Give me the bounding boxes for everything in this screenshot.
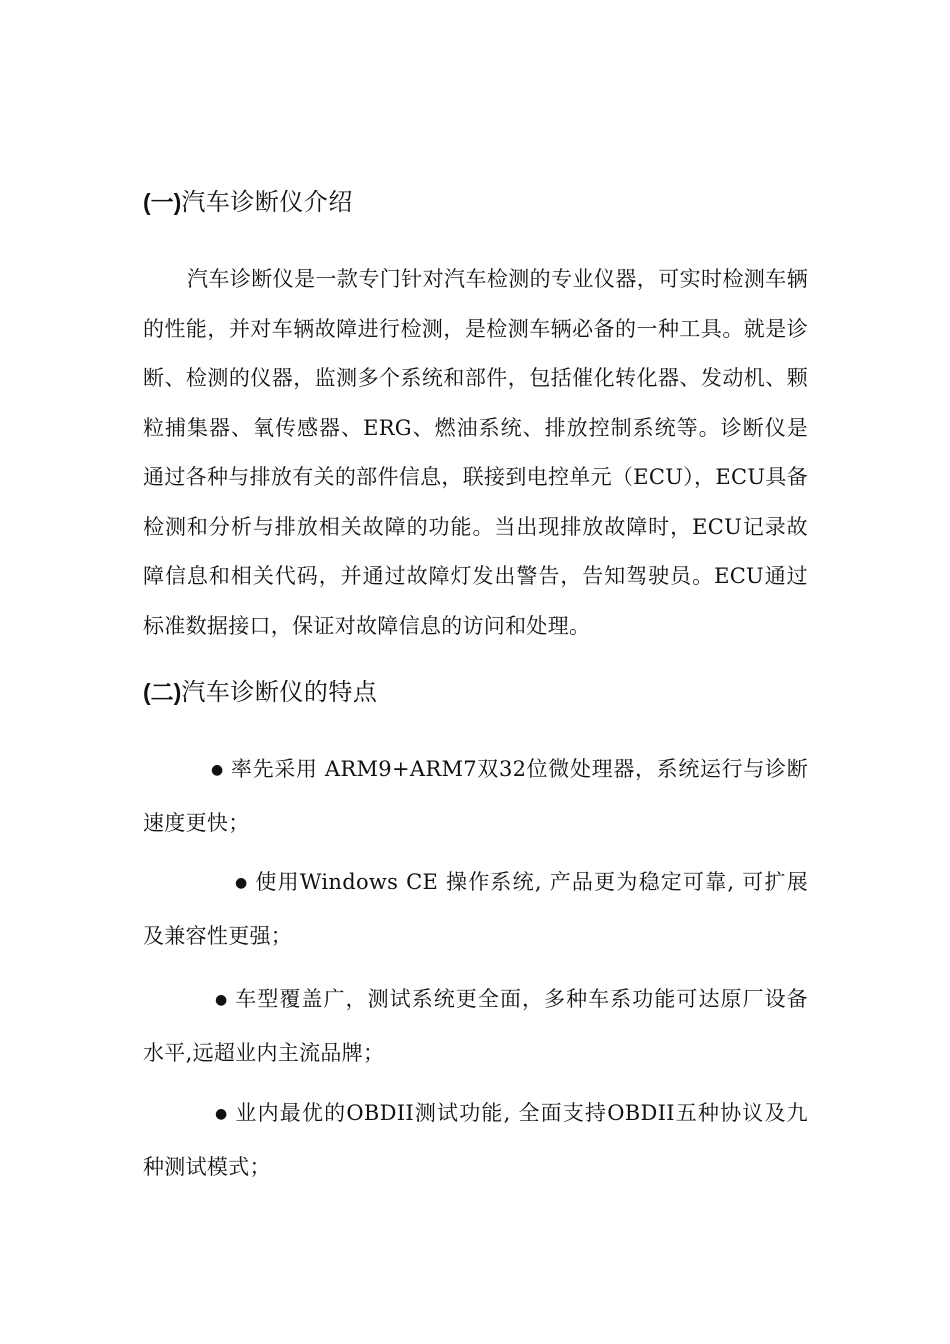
feature-bullet-4: [143, 1087, 808, 1194]
bullet-dot-icon: ●: [215, 992, 228, 1008]
section-heading-intro: [143, 186, 353, 218]
section-number: (二): [143, 679, 182, 705]
bullet-text: 业内最优的OBDII测试功能, 全面支持OBDII五种协议及九种测试模式；: [143, 1101, 808, 1179]
section-title: 汽车诊断仪的特点: [181, 678, 378, 706]
section-heading-features: [143, 676, 377, 708]
bullet-dot-icon: ●: [215, 1106, 228, 1122]
intro-paragraph: 汽车诊断仪是一款专门针对汽车检测的专业仪器，可实时检测车辆的性能，并对车辆故障进行检测，是检测车辆必备的一种工具。就是诊断、检测的仪器，监测多个系统和部件，包括催化转化器、发动机、颗粒捕集器、氧传感器、ERG、燃油系统、排放控制系统等。诊断仪是通过各种与排放有关的部件信息，联接到电控单元（ECU），ECU具备检测和分析与排放相关故障的功能。当出现排放故障时，ECU记录故障信息和相关代码，并通过故障灯发出警告，告知驾驶员。ECU通过标准数据接口，保证对故障信息的访问和处理。: [143, 267, 808, 638]
bullet-dot-icon: ●: [211, 762, 224, 778]
bullet-dot-icon: ●: [235, 875, 248, 891]
feature-bullet-3: [143, 973, 808, 1080]
section-title: 汽车诊断仪介绍: [181, 188, 353, 216]
bullet-text: 使用Windows CE 操作系统, 产品更为稳定可靠, 可扩展及兼容性更强；: [143, 870, 808, 948]
feature-bullet-2: [143, 856, 808, 963]
section-number: (一): [143, 189, 182, 215]
bullet-text: 车型覆盖广，测试系统更全面，多种车系功能可达原厂设备水平,远超业内主流品牌；: [143, 987, 808, 1065]
bullet-text: 率先采用 ARM9+ARM7双32位微处理器，系统运行与诊断速度更快；: [143, 757, 809, 835]
feature-bullet-1: [143, 743, 808, 850]
